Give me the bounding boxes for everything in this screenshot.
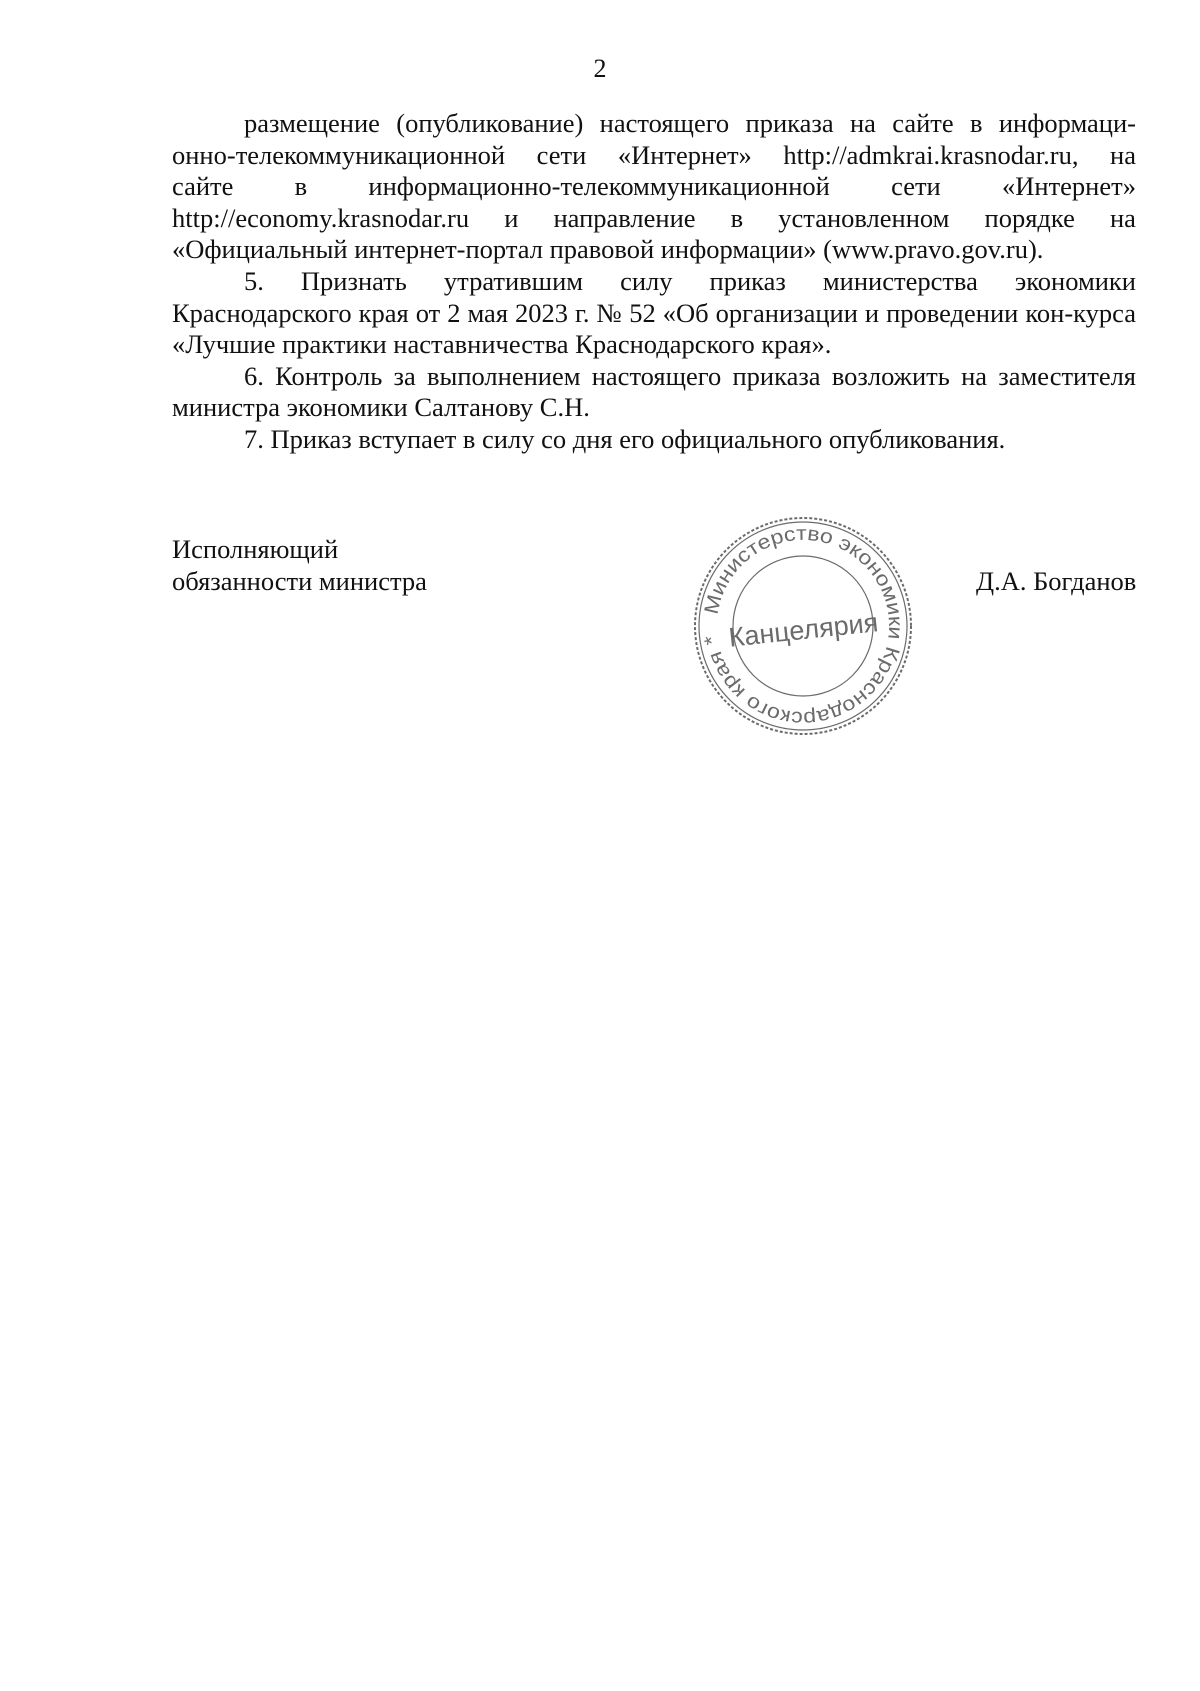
stamp-center-text: Канцелярия bbox=[727, 607, 880, 653]
word: порядке bbox=[984, 202, 1075, 233]
word: http://economy.krasnodar.ru bbox=[172, 202, 470, 233]
word: и bbox=[504, 202, 519, 233]
paragraph-4-line-3 bbox=[172, 171, 1136, 203]
signatory-position-line-1: Исполняющий bbox=[172, 534, 339, 564]
page-number: 2 bbox=[593, 54, 607, 83]
word: «Интернет» bbox=[1002, 171, 1136, 202]
paragraph-4-line-2: онно-телекоммуникационной сети «Интернет» http://admkrai.krasnodar.ru, на bbox=[172, 139, 1136, 170]
word: информационно-телекоммуникационной bbox=[368, 171, 830, 202]
word: на bbox=[1109, 202, 1136, 233]
word: сети bbox=[891, 171, 941, 202]
signatory-position bbox=[172, 534, 427, 597]
word: установленном bbox=[778, 202, 950, 233]
word: направление bbox=[553, 202, 696, 233]
word: в bbox=[730, 202, 744, 233]
paragraph-4-line-4 bbox=[172, 203, 1136, 235]
signatory-position-line-2: обязанности министра bbox=[172, 565, 427, 596]
word: сайте bbox=[172, 171, 234, 202]
paragraph-6: 6. Контроль за выполнением настоящего приказа возложить на заместителя министра экономики Салтанову С.Н. bbox=[172, 360, 1136, 423]
document-body bbox=[172, 108, 1136, 456]
stamp-seal-icon bbox=[692, 515, 914, 737]
paragraph-4-line-1: размещение (опубликование) настоящего приказа на сайте в информаци- bbox=[244, 108, 1136, 138]
paragraph-5: 5. Признать утратившим силу приказ министерства экономики Краснодарского края от 2 мая 2023 г. № 52 «Об организации и проведении кон-курса «Лучшие практики наставничества Краснодарского края». bbox=[172, 265, 1136, 360]
signatory-name: Д.А. Богданов bbox=[976, 566, 1137, 596]
office-stamp bbox=[692, 515, 914, 737]
stamp-ring-text: Министерство экономики Краснодарского края * bbox=[700, 522, 907, 730]
word: в bbox=[294, 171, 308, 202]
paragraph-7: 7. Приказ вступает в силу со дня его официального опубликования. bbox=[244, 423, 1006, 454]
paragraph-4-line-5: «Официальный интернет-портал правовой информации» (www.pravo.gov.ru). bbox=[172, 234, 1044, 265]
